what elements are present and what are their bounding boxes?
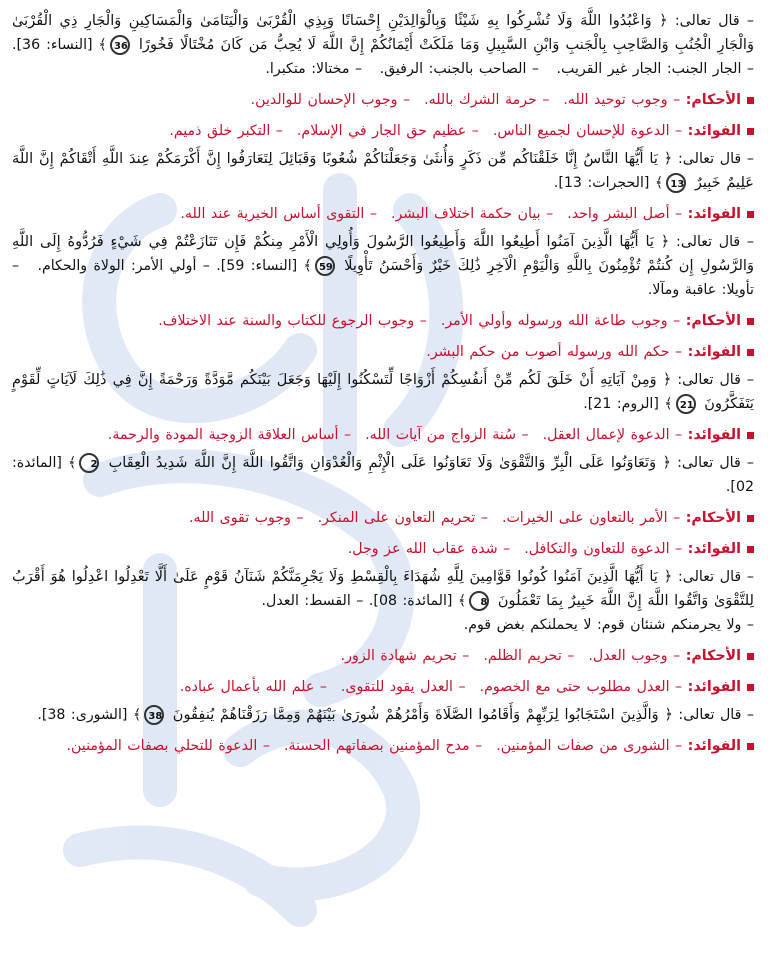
- fawaid-item: – الدعوة للإحسان لجميع الناس.: [492, 123, 683, 139]
- fawaid-item: – العدل مطلوب حتى مع الخصوم.: [479, 679, 683, 695]
- quran-verse-text: ﴿ وَتَعَاوَنُوا عَلَى الْبِرِّ وَالتَّقْوَىٰ وَلَا تَعَاوَنُوا عَلَى الْإِثْمِ وَالْعُدْوَانِ وَاتَّقُوا اللَّهَ إِنَّ اللَّهَ شَدِيدُ الْعِقَابِ: [108, 454, 671, 471]
- fawaid-item: – الدعوة للتعاون والتكافل.: [524, 541, 683, 557]
- verse-paragraph: [12, 565, 754, 613]
- red-square-bullet-icon: [747, 684, 754, 691]
- verse-intro: – قال تعالى:: [676, 234, 754, 250]
- ahkam-line: [12, 309, 754, 333]
- surah-reference: ﴾ [الحجرات: 13].: [553, 175, 664, 191]
- fawaid-item: – التقوى أساس الخيرية عند الله.: [180, 206, 377, 222]
- ahkam-item: – تحريم شهادة الزور.: [340, 648, 470, 664]
- quran-verse-text: ﴿ يَا أَيُّهَا النَّاسُ إِنَّا خَلَقْنَاكُم مِّن ذَكَرٍ وَأُنثَىٰ وَجَعَلْنَاكُمْ شُعُوبًا وَقَبَائِلَ لِتَعَارَفُوا إِنَّ أَكْرَمَكُمْ عِندَ اللَّهِ أَتْقَاكُمْ إِنَّ اللَّهَ عَلِيمٌ خَبِيرٌ: [12, 150, 754, 191]
- red-square-bullet-icon: [747, 653, 754, 660]
- vocabulary-note: – ولا يجرمنكم شنئان قوم: لا يحملنكم بغض قوم.: [463, 617, 754, 633]
- vocabulary-note: – الصاحب بالجنب: الرفيق.: [379, 61, 540, 77]
- surah-reference: ﴾ [المائدة: 02].: [12, 455, 754, 495]
- red-square-bullet-icon: [747, 349, 754, 356]
- ahkam-label: الأحكام:: [685, 313, 741, 329]
- ahkam-item: – تحريم الظلم.: [483, 648, 575, 664]
- verse-paragraph: [12, 230, 754, 302]
- ahkam-item: – وجوب توحيد الله.: [563, 92, 681, 108]
- vocabulary-note: – مختالا: متكبرا.: [265, 61, 363, 77]
- ayah-number-marker: 59: [315, 256, 335, 276]
- ahkam-item: – وجوب الرجوع للكتاب والسنة عند الاختلاف.: [158, 313, 427, 329]
- ahkam-item: – تحريم التعاون على المنكر.: [317, 510, 488, 526]
- fawaid-item: – الدعوة لإعمال العقل.: [542, 427, 683, 443]
- fawaid-label: الفوائد:: [687, 206, 741, 222]
- red-square-bullet-icon: [747, 515, 754, 522]
- vocabulary-note: – تأويلا: عاقبة ومآلا.: [12, 258, 754, 298]
- quran-verse-text: ﴿ وَمِنْ آيَاتِهِ أَنْ خَلَقَ لَكُم مِّنْ أَنفُسِكُمْ أَزْوَاجًا لِّتَسْكُنُوا إِلَيْهَا وَجَعَلَ بَيْنَكُم مَّوَدَّةً وَرَحْمَةً إِنَّ فِي ذَٰلِكَ لَآيَاتٍ لِّقَوْمٍ يَتَفَكَّرُونَ: [12, 371, 754, 412]
- fawaid-item: – شدة عقاب الله عز وجل.: [347, 541, 511, 557]
- surah-reference: ﴾ [المائدة: 08].: [368, 593, 467, 609]
- vocabulary-note: – القسط: العدل.: [261, 593, 364, 609]
- red-square-bullet-icon: [747, 743, 754, 750]
- ahkam-label: الأحكام:: [685, 648, 741, 664]
- red-square-bullet-icon: [747, 97, 754, 104]
- red-square-bullet-icon: [747, 128, 754, 135]
- red-square-bullet-icon: [747, 318, 754, 325]
- extra-note-line: [12, 613, 754, 637]
- verse-paragraph: [12, 451, 754, 499]
- fawaid-label: الفوائد:: [687, 738, 741, 754]
- vocabulary-note: – أولي الأمر: الولاة والحكام.: [37, 258, 210, 274]
- verse-intro: – قال تعالى:: [677, 455, 754, 471]
- fawaid-item: – الشورى من صفات المؤمنين.: [496, 738, 683, 754]
- verse-paragraph: [12, 147, 754, 195]
- ahkam-line: [12, 644, 754, 668]
- ahkam-line: [12, 88, 754, 112]
- ahkam-item: – وجوب العدل.: [588, 648, 681, 664]
- fawaid-label: الفوائد:: [687, 541, 741, 557]
- verse-paragraph: [12, 368, 754, 416]
- fawaid-item: – عظيم حق الجار في الإسلام.: [296, 123, 479, 139]
- fawaid-label: الفوائد:: [687, 344, 741, 360]
- fawaid-line: [12, 202, 754, 226]
- fawaid-item: – سُنة الزواج من آيات الله.: [365, 427, 529, 443]
- verse-paragraph: [12, 9, 754, 81]
- fawaid-item: – علم الله بأعمال عباده.: [179, 679, 327, 695]
- fawaid-line: [12, 675, 754, 699]
- surah-reference: ﴾ [النساء: 36].: [12, 37, 107, 53]
- red-square-bullet-icon: [747, 546, 754, 553]
- red-square-bullet-icon: [747, 432, 754, 439]
- fawaid-line: [12, 119, 754, 143]
- fawaid-item: – بيان حكمة اختلاف البشر.: [390, 206, 554, 222]
- verse-intro: – قال تعالى:: [678, 569, 754, 585]
- fawaid-line: [12, 423, 754, 447]
- ayah-number-marker: 36: [110, 35, 130, 55]
- ahkam-item: – وجوب تقوى الله.: [189, 510, 304, 526]
- fawaid-line: [12, 537, 754, 561]
- surah-reference: ﴾ [الروم: 21].: [583, 396, 673, 412]
- surah-reference: ﴾ [النساء: 59].: [216, 258, 312, 274]
- fawaid-item: – الدعوة للتحلي بصفات المؤمنين.: [66, 738, 270, 754]
- ayah-number-marker: 8: [469, 591, 489, 611]
- ayah-number-marker: 2: [79, 453, 99, 473]
- ahkam-label: الأحكام:: [685, 510, 741, 526]
- fawaid-label: الفوائد:: [687, 679, 741, 695]
- verse-intro: – قال تعالى:: [678, 707, 754, 723]
- ahkam-item: – وجوب الإحسان للوالدين.: [250, 92, 411, 108]
- verse-paragraph: [12, 703, 754, 727]
- ayah-number-marker: 21: [676, 394, 696, 414]
- fawaid-item: – حكم الله ورسوله أصوب من حكم البشر.: [426, 344, 683, 360]
- quran-verse-text: ﴿ يَا أَيُّهَا الَّذِينَ آمَنُوا كُونُوا قَوَّامِينَ لِلَّهِ شُهَدَاءَ بِالْقِسْطِ وَلَا يَجْرِمَنَّكُمْ شَنَآنُ قَوْمٍ عَلَىٰ أَلَّا تَعْدِلُوا اعْدِلُوا هُوَ أَقْرَبُ لِلتَّقْوَىٰ وَاتَّقُوا اللَّهَ إِنَّ اللَّهَ خَبِيرٌ بِمَا تَعْمَلُونَ: [12, 568, 754, 609]
- fawaid-item: – مدح المؤمنين بصفاتهم الحسنة.: [283, 738, 483, 754]
- ahkam-item: – وجوب طاعة الله ورسوله وأولي الأمر.: [440, 313, 681, 329]
- fawaid-label: الفوائد:: [687, 123, 741, 139]
- red-square-bullet-icon: [747, 211, 754, 218]
- verse-intro: – قال تعالى:: [678, 151, 754, 167]
- fawaid-item: – العدل يقود للتقوى.: [340, 679, 466, 695]
- ahkam-item: – حرمة الشرك بالله.: [424, 92, 550, 108]
- ayah-number-marker: 13: [666, 173, 686, 193]
- verse-intro: – قال تعالى:: [677, 372, 754, 388]
- fawaid-label: الفوائد:: [687, 427, 741, 443]
- ahkam-line: [12, 506, 754, 530]
- ahkam-label: الأحكام:: [685, 92, 741, 108]
- fawaid-line: [12, 340, 754, 364]
- vocabulary-note: – الجار الجنب: الجار غير القريب.: [556, 61, 754, 77]
- fawaid-line: [12, 734, 754, 758]
- quran-verse-text: ﴿ وَالَّذِينَ اسْتَجَابُوا لِرَبِّهِمْ وَأَقَامُوا الصَّلَاةَ وَأَمْرُهُمْ شُورَىٰ بَيْنَهُمْ وَمِمَّا رَزَقْنَاهُمْ يُنفِقُونَ: [172, 706, 673, 723]
- ahkam-item: – الأمر بالتعاون على الخيرات.: [501, 510, 681, 526]
- fawaid-item: – أصل البشر واحد.: [567, 206, 683, 222]
- fawaid-item: – أساس العلاقة الزوجية المودة والرحمة.: [107, 427, 352, 443]
- ayah-number-marker: 38: [144, 705, 164, 725]
- quran-verse-text: ﴿ يَا أَيُّهَا الَّذِينَ آمَنُوا أَطِيعُوا اللَّهَ وَأَطِيعُوا الرَّسُولَ وَأُولِي الْأَمْرِ مِنكُمْ فَإِن تَنَازَعْتُمْ فِي شَيْءٍ فَرُدُّوهُ إِلَى اللَّهِ وَالرَّسُولِ إِن كُنتُمْ تُؤْمِنُونَ بِاللَّهِ وَالْيَوْمِ الْآخِرِ ذَٰلِكَ خَيْرٌ وَأَحْسَنُ تَأْوِيلًا: [12, 233, 755, 274]
- quran-verse-text: ﴿ وَاعْبُدُوا اللَّهَ وَلَا تُشْرِكُوا بِهِ شَيْئًا وَبِالْوَالِدَيْنِ إِحْسَانًا وَبِذِي الْقُرْبَىٰ وَالْيَتَامَىٰ وَالْمَسَاكِينِ وَالْجَارِ ذِي الْقُرْبَىٰ وَالْجَارِ الْجُنُبِ وَالصَّاحِبِ بِالْجَنبِ وَابْنِ السَّبِيلِ وَمَا مَلَكَتْ أَيْمَانُكُمْ إِنَّ اللَّهَ لَا يُحِبُّ مَن كَانَ مُخْتَالًا فَخُورًا: [12, 12, 754, 53]
- surah-reference: ﴾ [الشورى: 38].: [37, 707, 142, 723]
- fawaid-item: – التكبر خلق ذميم.: [169, 123, 283, 139]
- verse-intro: – قال تعالى:: [674, 13, 754, 29]
